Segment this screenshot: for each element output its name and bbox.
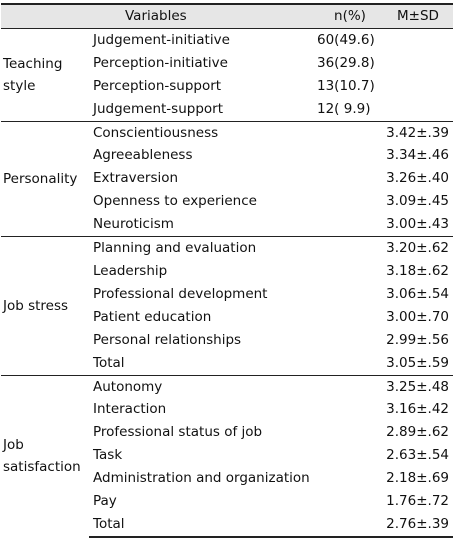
header-variables: Variables <box>89 4 317 28</box>
mean-sd-value: 3.18±.62 <box>386 262 449 279</box>
n-percent-value: 12( 9.9) <box>317 100 371 117</box>
mean-sd-value: 3.34±.46 <box>386 147 449 164</box>
category-label <box>1 237 89 375</box>
mean-sd-value: 3.20±.62 <box>383 237 453 260</box>
mean-sd-value: 3.16±.42 <box>386 401 449 418</box>
variable-name: Total <box>93 354 125 371</box>
header-category-cell <box>1 4 89 28</box>
n-percent-value <box>317 490 383 513</box>
variable-name: Total <box>89 513 317 537</box>
mean-sd-value: 3.00±.43 <box>386 216 449 233</box>
category-label-line: Teaching <box>3 55 63 72</box>
variable-name: Judgement-initiative <box>93 31 230 48</box>
mean-sd-value: 1.76±.72 <box>386 493 449 510</box>
mean-sd-value: 2.63±.54 <box>386 447 449 464</box>
category-label <box>1 375 89 537</box>
variable-name: Patient education <box>93 308 212 325</box>
mean-sd-value: 3.06±.54 <box>386 285 449 302</box>
n-percent-value: 60(49.6) <box>317 31 375 48</box>
mean-sd-value: 2.99±.56 <box>386 331 449 348</box>
n-percent-value <box>317 213 383 236</box>
mean-sd-value: 3.26±.40 <box>386 170 449 187</box>
mean-sd-value: 2.18±.69 <box>386 470 449 487</box>
n-percent-value <box>317 283 383 306</box>
variable-name: Perception-support <box>93 77 222 94</box>
mean-sd-value <box>383 52 453 75</box>
category-label-line: style <box>3 77 36 94</box>
n-percent-value <box>317 467 383 490</box>
n-percent-value <box>317 329 383 352</box>
header-mean-sd: M±SD <box>383 4 453 28</box>
header-row <box>1 4 453 28</box>
variable-name: Pay <box>93 493 117 510</box>
mean-sd-value: 2.76±.39 <box>383 513 453 537</box>
variable-name: Professional status of job <box>93 424 263 441</box>
category-label-line: Job stress <box>3 297 69 314</box>
table-body <box>1 28 453 536</box>
mean-sd-value <box>383 98 453 121</box>
mean-sd-value: 3.05±.59 <box>386 354 449 371</box>
category-label-line: Personality <box>3 170 78 187</box>
variable-name: Planning and evaluation <box>89 237 317 260</box>
variable-name: Personal relationships <box>93 331 242 348</box>
variable-name: Professional development <box>93 285 268 302</box>
variable-name: Perception-initiative <box>93 54 228 71</box>
table-row <box>1 237 453 260</box>
n-percent-value <box>317 513 383 537</box>
variable-name: Administration and organization <box>93 470 310 487</box>
n-percent-value <box>317 144 383 167</box>
variable-name: Neuroticism <box>93 216 174 233</box>
table-header <box>1 4 453 28</box>
n-percent-value <box>317 398 383 421</box>
mean-sd-value <box>383 75 453 98</box>
mean-sd-value: 3.00±.70 <box>386 308 449 325</box>
n-percent-value: 13(10.7) <box>317 77 375 94</box>
variable-name: Agreeableness <box>93 147 193 164</box>
n-percent-value <box>317 237 383 260</box>
variable-name: Leadership <box>93 262 168 279</box>
n-percent-value <box>317 444 383 467</box>
n-percent-value <box>317 190 383 213</box>
variable-name: Conscientiousness <box>89 121 317 144</box>
table-row <box>1 121 453 144</box>
variables-table <box>1 3 453 538</box>
n-percent-value <box>317 306 383 329</box>
mean-sd-value: 3.09±.45 <box>386 193 449 210</box>
category-label <box>1 121 89 237</box>
variable-name: Autonomy <box>89 375 317 398</box>
n-percent-value <box>317 421 383 444</box>
mean-sd-value <box>383 28 453 51</box>
variable-name: Openness to experience <box>93 193 257 210</box>
table-row <box>1 28 453 51</box>
n-percent-value <box>317 260 383 283</box>
variable-name: Interaction <box>93 401 167 418</box>
category-label <box>1 28 89 121</box>
n-percent-value: 36(29.8) <box>317 54 375 71</box>
table-row <box>1 375 453 398</box>
category-label-line: satisfaction <box>3 459 81 476</box>
variable-name: Extraversion <box>93 170 179 187</box>
n-percent-value <box>317 352 383 375</box>
n-percent-value <box>317 375 383 398</box>
mean-sd-value: 3.25±.48 <box>383 375 453 398</box>
header-n-percent: n(%) <box>317 4 383 28</box>
n-percent-value <box>317 167 383 190</box>
mean-sd-value: 2.89±.62 <box>386 424 449 441</box>
mean-sd-value: 3.42±.39 <box>383 121 453 144</box>
variable-name: Judgement-support <box>93 100 223 117</box>
n-percent-value <box>317 121 383 144</box>
category-label-line: Job <box>3 437 24 454</box>
variable-name: Task <box>93 447 123 464</box>
